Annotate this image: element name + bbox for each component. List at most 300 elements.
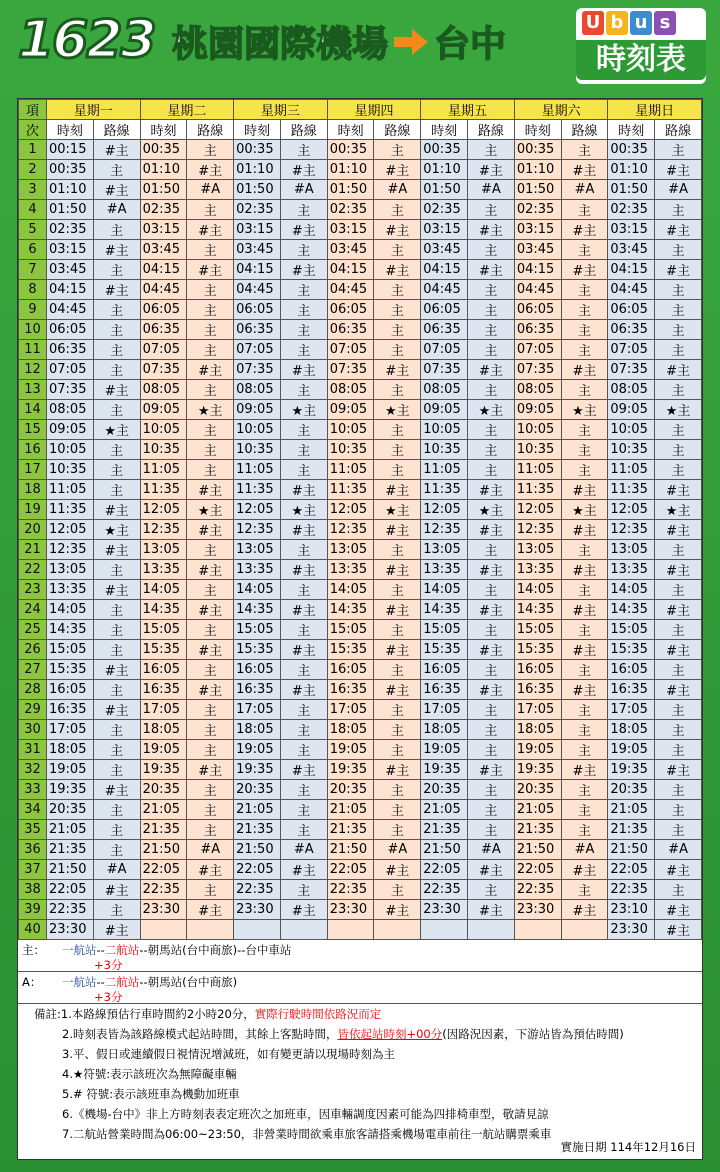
route-code: 主 [93, 320, 140, 340]
route-code: #主 [374, 900, 421, 920]
route-code: 主 [561, 660, 608, 680]
route-code: 主 [655, 460, 702, 480]
route-code: 主 [93, 620, 140, 640]
route-code: #主 [468, 260, 515, 280]
route-code: 主 [187, 420, 234, 440]
route-code: #主 [93, 920, 140, 940]
route-code: #主 [468, 680, 515, 700]
route-code: #主 [655, 600, 702, 620]
legend-route: 一航站--二航站--朝馬站(台中商旅)--台中車站 [62, 943, 292, 957]
route-code: 主 [93, 720, 140, 740]
route-code: 主 [187, 440, 234, 460]
departure-time: 10:35 [514, 440, 561, 460]
departure-time: 16:35 [327, 680, 374, 700]
route-code: #主 [561, 160, 608, 180]
day-header: 星期日 [608, 100, 702, 120]
route-code: 主 [655, 440, 702, 460]
route-code: #主 [93, 660, 140, 680]
departure-time: 04:15 [47, 280, 94, 300]
route-code: #主 [655, 160, 702, 180]
time-column-header: 時刻 [47, 120, 94, 140]
departure-time: 08:05 [47, 400, 94, 420]
departure-time: 15:05 [47, 640, 94, 660]
departure-time: 15:35 [421, 640, 468, 660]
departure-time: 01:50 [140, 180, 187, 200]
departure-time: 22:35 [327, 880, 374, 900]
table-row [19, 580, 702, 600]
legend-row-a [18, 972, 702, 1004]
departure-time: 13:05 [47, 560, 94, 580]
route-code: ★主 [280, 400, 327, 420]
departure-time: 19:05 [327, 740, 374, 760]
row-index: 35 [19, 820, 47, 840]
row-index: 40 [19, 920, 47, 940]
time-column-header: 時刻 [234, 120, 281, 140]
route-code: 主 [93, 160, 140, 180]
route-code: #A [561, 840, 608, 860]
departure-time: 14:35 [140, 600, 187, 620]
route-code: 主 [280, 380, 327, 400]
route-code: #主 [468, 560, 515, 580]
arrow-right-icon [394, 29, 428, 55]
row-index: 6 [19, 240, 47, 260]
route-code: 主 [561, 140, 608, 160]
route-code: 主 [187, 340, 234, 360]
departure-time: 13:35 [234, 560, 281, 580]
route-code: #主 [655, 900, 702, 920]
route-code: 主 [93, 220, 140, 240]
departure-time: 06:35 [421, 320, 468, 340]
departure-time: 16:35 [514, 680, 561, 700]
route-code: 主 [468, 880, 515, 900]
departure-time: 13:05 [327, 540, 374, 560]
route-code: #A [468, 180, 515, 200]
departure-time: 22:35 [234, 880, 281, 900]
route-code: 主 [561, 800, 608, 820]
departure-time: 15:35 [140, 640, 187, 660]
departure-time: 21:50 [421, 840, 468, 860]
route-code: 主 [468, 780, 515, 800]
route-code: 主 [561, 620, 608, 640]
departure-time: 22:05 [514, 860, 561, 880]
route-code: 主 [655, 420, 702, 440]
route-code: #主 [374, 860, 421, 880]
departure-time: 09:05 [327, 400, 374, 420]
route-code: #主 [374, 520, 421, 540]
route-code: #主 [187, 900, 234, 920]
departure-time: 04:15 [140, 260, 187, 280]
departure-time: 04:45 [47, 300, 94, 320]
route-code: 主 [655, 660, 702, 680]
departure-time: 01:50 [608, 180, 655, 200]
table-row [19, 440, 702, 460]
row-index: 17 [19, 460, 47, 480]
route-code: 主 [561, 720, 608, 740]
table-row [19, 300, 702, 320]
route-code: 主 [280, 320, 327, 340]
route-code: ★主 [561, 400, 608, 420]
route-code: #主 [561, 760, 608, 780]
departure-time: 20:35 [234, 780, 281, 800]
table-row [19, 240, 702, 260]
route-code: 主 [655, 580, 702, 600]
route-code: 主 [655, 620, 702, 640]
route-code: 主 [468, 280, 515, 300]
departure-time: 20:35 [514, 780, 561, 800]
departure-time: 12:05 [327, 500, 374, 520]
route-code: #主 [93, 140, 140, 160]
departure-time: 21:35 [140, 820, 187, 840]
row-index: 7 [19, 260, 47, 280]
route-code: 主 [468, 660, 515, 680]
table-row [19, 660, 702, 680]
route-code: 主 [374, 440, 421, 460]
note-5: 5.# 符號:表示該班車為機動加班車 [62, 1087, 240, 1101]
departure-time: 02:35 [234, 200, 281, 220]
departure-time: 11:35 [47, 500, 94, 520]
departure-time: 23:30 [421, 900, 468, 920]
legend-route: 一航站--二航站--朝馬站(台中商旅) [62, 975, 238, 989]
logo-letter: u [630, 11, 652, 35]
departure-time: 04:15 [608, 260, 655, 280]
route-code: #A [280, 180, 327, 200]
departure-time: 03:15 [327, 220, 374, 240]
time-column-header: 時刻 [140, 120, 187, 140]
departure-time: 00:35 [140, 140, 187, 160]
departure-time: 07:35 [47, 380, 94, 400]
departure-time: 08:05 [514, 380, 561, 400]
departure-time: 09:05 [421, 400, 468, 420]
route-code: #主 [468, 760, 515, 780]
route-code: 主 [374, 700, 421, 720]
route-code: #主 [655, 360, 702, 380]
route-code: #主 [655, 520, 702, 540]
route-code: 主 [655, 700, 702, 720]
route-code: 主 [93, 900, 140, 920]
route-code: #主 [561, 560, 608, 580]
departure-time: 04:45 [234, 280, 281, 300]
departure-time: 21:35 [234, 820, 281, 840]
route-code: 主 [187, 460, 234, 480]
departure-time: 19:05 [514, 740, 561, 760]
route-code: #主 [655, 760, 702, 780]
route-legend [18, 940, 702, 1004]
route-code: 主 [561, 200, 608, 220]
departure-time: 13:35 [608, 560, 655, 580]
departure-time: 12:05 [608, 500, 655, 520]
row-index: 24 [19, 600, 47, 620]
departure-time: 06:35 [514, 320, 561, 340]
departure-time: 21:50 [140, 840, 187, 860]
table-row [19, 360, 702, 380]
departure-time: 10:05 [421, 420, 468, 440]
departure-time: 13:35 [47, 580, 94, 600]
departure-time: 21:35 [47, 840, 94, 860]
row-index: 4 [19, 200, 47, 220]
departure-time: 12:35 [514, 520, 561, 540]
note-2: 2.時刻表皆為該路線模式起站時間，其餘上客點時間，皆依起站時刻+00分(因路況因素，下游站皆為預估時間) [62, 1027, 624, 1041]
departure-time: 03:45 [140, 240, 187, 260]
table-row [19, 840, 702, 860]
departure-time: 19:35 [140, 760, 187, 780]
row-index: 5 [19, 220, 47, 240]
route-code: 主 [93, 800, 140, 820]
route-code: 主 [280, 240, 327, 260]
route-code: #主 [561, 220, 608, 240]
departure-time: 19:05 [608, 740, 655, 760]
row-index: 38 [19, 880, 47, 900]
route-code: #主 [468, 220, 515, 240]
departure-time: 07:05 [47, 360, 94, 380]
route-code: 主 [655, 280, 702, 300]
time-column-header: 時刻 [608, 120, 655, 140]
route-code: #主 [655, 260, 702, 280]
departure-time: 03:45 [514, 240, 561, 260]
departure-time: 08:05 [421, 380, 468, 400]
departure-time: 00:35 [514, 140, 561, 160]
departure-time: 16:35 [47, 700, 94, 720]
route-code: 主 [468, 820, 515, 840]
departure-time: 03:45 [327, 240, 374, 260]
departure-time: 21:05 [514, 800, 561, 820]
departure-time: 12:05 [421, 500, 468, 520]
departure-time: 17:05 [514, 700, 561, 720]
departure-time: 20:35 [47, 800, 94, 820]
departure-time [234, 920, 281, 940]
departure-time: 09:05 [514, 400, 561, 420]
table-row [19, 620, 702, 640]
route-code: ★主 [374, 500, 421, 520]
table-row [19, 280, 702, 300]
departure-time: 15:05 [421, 620, 468, 640]
departure-time: 21:50 [327, 840, 374, 860]
departure-time: 21:05 [327, 800, 374, 820]
route-code: 主 [561, 780, 608, 800]
route-code: 主 [655, 540, 702, 560]
route-code: #A [374, 180, 421, 200]
departure-time: 06:35 [47, 340, 94, 360]
departure-time: 15:35 [47, 660, 94, 680]
departure-time: 04:15 [234, 260, 281, 280]
route-code: 主 [93, 300, 140, 320]
route-code: #主 [187, 520, 234, 540]
departure-time: 02:35 [327, 200, 374, 220]
row-index: 19 [19, 500, 47, 520]
row-index: 1 [19, 140, 47, 160]
departure-time: 06:05 [140, 300, 187, 320]
departure-time: 14:35 [608, 600, 655, 620]
departure-time: 19:05 [47, 760, 94, 780]
route-code: 主 [93, 480, 140, 500]
route-code: #主 [93, 500, 140, 520]
note-4: 4.★符號:表示該班次為無障礙車輛 [62, 1067, 237, 1081]
departure-time: 08:05 [140, 380, 187, 400]
route-code: #A [374, 840, 421, 860]
route-code: 主 [468, 380, 515, 400]
departure-time: 02:35 [140, 200, 187, 220]
departure-time: 12:35 [608, 520, 655, 540]
departure-time: 10:05 [234, 420, 281, 440]
route-code: 主 [93, 640, 140, 660]
departure-time: 13:35 [327, 560, 374, 580]
departure-time: 01:50 [421, 180, 468, 200]
route-code: 主 [374, 740, 421, 760]
departure-time: 07:35 [140, 360, 187, 380]
route-code: 主 [187, 140, 234, 160]
departure-time: 01:50 [234, 180, 281, 200]
row-index: 10 [19, 320, 47, 340]
route-code: 主 [374, 280, 421, 300]
departure-time: 07:35 [234, 360, 281, 380]
route-code: 主 [280, 540, 327, 560]
departure-time: 12:35 [140, 520, 187, 540]
legend-add-time: +3分 [94, 958, 123, 972]
departure-time: 21:50 [608, 840, 655, 860]
route-code: 主 [561, 420, 608, 440]
route-code: #主 [655, 220, 702, 240]
index-header: 項 [19, 100, 47, 120]
route-code: 主 [280, 580, 327, 600]
route-code: 主 [655, 320, 702, 340]
route-code: 主 [655, 820, 702, 840]
departure-time: 11:05 [234, 460, 281, 480]
route-code: 主 [374, 820, 421, 840]
departure-time: 19:35 [421, 760, 468, 780]
departure-time: 13:05 [421, 540, 468, 560]
departure-time: 22:05 [47, 880, 94, 900]
departure-time: 03:45 [47, 260, 94, 280]
departure-time: 01:10 [140, 160, 187, 180]
route-code: 主 [280, 620, 327, 640]
logo-letter: b [606, 11, 628, 35]
legend-add-time: +3分 [94, 990, 123, 1004]
route-code [280, 920, 327, 940]
logo-letter: U [582, 11, 604, 35]
departure-time: 06:05 [327, 300, 374, 320]
departure-time: 14:35 [47, 620, 94, 640]
route-code: 主 [468, 700, 515, 720]
route-code: #主 [280, 160, 327, 180]
route-code: #主 [93, 180, 140, 200]
departure-time: 19:05 [421, 740, 468, 760]
route-code: #主 [93, 880, 140, 900]
row-index: 27 [19, 660, 47, 680]
route-code: 主 [374, 320, 421, 340]
departure-time: 19:35 [234, 760, 281, 780]
route-code: #主 [468, 480, 515, 500]
table-row [19, 340, 702, 360]
route-column-header: 路線 [187, 120, 234, 140]
departure-time: 18:05 [140, 720, 187, 740]
route-code: 主 [187, 620, 234, 640]
route-code: #主 [280, 480, 327, 500]
route-code: 主 [561, 280, 608, 300]
route-code: #主 [187, 480, 234, 500]
route-code: 主 [561, 320, 608, 340]
departure-time: 10:35 [608, 440, 655, 460]
route-code: 主 [374, 240, 421, 260]
route-code: 主 [93, 680, 140, 700]
departure-time: 07:05 [608, 340, 655, 360]
departure-time: 13:35 [514, 560, 561, 580]
departure-time: 01:10 [421, 160, 468, 180]
row-index: 14 [19, 400, 47, 420]
route-code: #主 [655, 640, 702, 660]
route-code: #主 [374, 160, 421, 180]
route-code: 主 [280, 720, 327, 740]
route-code: #主 [187, 560, 234, 580]
table-row [19, 880, 702, 900]
departure-time: 13:05 [514, 540, 561, 560]
departure-time: 16:05 [140, 660, 187, 680]
departure-time: 11:35 [140, 480, 187, 500]
route-code: 主 [561, 300, 608, 320]
departure-time: 16:35 [234, 680, 281, 700]
departure-time: 11:05 [47, 480, 94, 500]
departure-time: 15:35 [327, 640, 374, 660]
departure-time: 14:05 [421, 580, 468, 600]
departure-time: 04:45 [140, 280, 187, 300]
route-code: #主 [655, 920, 702, 940]
departure-time: 09:05 [608, 400, 655, 420]
route-code: 主 [187, 540, 234, 560]
departure-time: 13:35 [140, 560, 187, 580]
departure-time: 01:10 [514, 160, 561, 180]
route-code: #主 [468, 600, 515, 620]
route-code: #主 [561, 260, 608, 280]
route-code: #主 [187, 160, 234, 180]
route-code: 主 [468, 740, 515, 760]
route-code: 主 [280, 800, 327, 820]
departure-time: 01:50 [514, 180, 561, 200]
day-header: 星期六 [514, 100, 608, 120]
route-code: 主 [280, 780, 327, 800]
departure-time: 01:10 [234, 160, 281, 180]
departure-time: 13:05 [140, 540, 187, 560]
departure-time: 08:05 [608, 380, 655, 400]
table-row [19, 480, 702, 500]
row-index: 20 [19, 520, 47, 540]
route-code: 主 [468, 620, 515, 640]
route-column-header: 路線 [468, 120, 515, 140]
departure-time: 13:35 [421, 560, 468, 580]
route-code: #主 [561, 600, 608, 620]
day-header: 星期三 [234, 100, 328, 120]
departure-time: 11:35 [608, 480, 655, 500]
departure-time: 01:50 [327, 180, 374, 200]
departure-time: 04:15 [421, 260, 468, 280]
departure-time: 03:45 [421, 240, 468, 260]
route-code: #主 [187, 860, 234, 880]
row-index: 22 [19, 560, 47, 580]
route-code: 主 [468, 340, 515, 360]
route-code: 主 [187, 240, 234, 260]
route-code: #A [93, 200, 140, 220]
route-code: 主 [655, 340, 702, 360]
time-column-header: 時刻 [421, 120, 468, 140]
route-column-header: 路線 [93, 120, 140, 140]
route-code: 主 [374, 620, 421, 640]
departure-time: 00:35 [421, 140, 468, 160]
departure-time: 19:05 [140, 740, 187, 760]
route-code: 主 [468, 300, 515, 320]
route-code: 主 [468, 460, 515, 480]
departure-time: 21:05 [140, 800, 187, 820]
departure-time: 19:35 [608, 760, 655, 780]
departure-time: 06:35 [327, 320, 374, 340]
departure-time: 07:35 [514, 360, 561, 380]
route-code: 主 [93, 440, 140, 460]
